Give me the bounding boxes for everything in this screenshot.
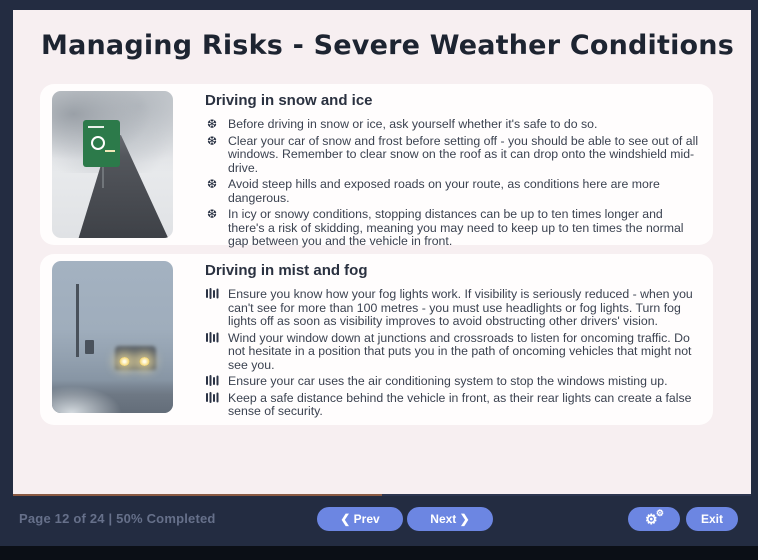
fog-bars-icon [205,375,219,389]
bullet-item [205,208,699,249]
bullet-text: Ensure your car uses the air conditioning system to stop the windows misting up. [228,374,668,388]
snowflake-icon: ❆ [206,133,218,148]
progress-bar-track [13,494,751,496]
bullet-list [205,118,699,249]
snowflake-icon: ❆ [206,177,218,191]
exit-button[interactable]: Exit [686,507,738,531]
gear-large-glyph: ⚙ [645,511,658,527]
bullet-item [205,178,699,205]
sign-text-line [88,126,105,128]
bullet-text: Ensure you know how your fog lights work. If visibility is seriously reduced - when you can't see for more than 100 metres - you must use headlights or fog lights. Turn fog lights off as soon as visibility improves to avoid obstructing other drivers' vision. [228,287,693,328]
snowy-road-image [52,91,173,238]
bullet-item [205,375,699,389]
next-button[interactable]: Next ❯ [407,507,493,531]
bullet-item [205,135,699,176]
card-mist-and-fog [40,254,713,425]
card-text-block [205,92,699,252]
bullet-item [205,392,699,419]
bullet-text: Clear your car of snow and frost before setting off - you should be able to see out of all windows. Remember to clear snow on the roof as it can drop onto the windshield mid-drive. [228,133,699,175]
bullet-item [205,288,699,329]
progress-fill [13,494,382,496]
signal-box-shape [85,340,94,354]
bullet-item [205,332,699,373]
prev-button[interactable]: ❮ Prev [317,507,403,531]
card-text-block [205,262,699,422]
fog-bars-icon [205,392,219,419]
fog-bars-icon [205,332,219,373]
fog-bars-icon [205,288,219,329]
bullet-text: Keep a safe distance behind the vehicle in front, as their rear lights can create a false sense of security. [228,390,692,418]
foggy-road-image [52,261,173,413]
bullet-text: Avoid steep hills and exposed roads on your route, as conditions here are more dangerous. [228,177,660,205]
bullet-text: Before driving in snow or ice, ask yourself whether it's safe to do so. [228,117,598,131]
green-road-sign-shape [83,120,119,167]
window-bottom-strip [0,546,758,560]
card-snow-and-ice [40,84,713,248]
headlight-glow [119,357,130,366]
settings-button[interactable] [628,507,680,531]
gears-icon [645,508,664,527]
page-status-text: Page 12 of 24 | 50% Completed [19,511,216,526]
slide-content-area [13,10,751,494]
card-heading: Driving in snow and ice [205,92,373,109]
telegraph-pole-shape [76,284,79,357]
gear-small-glyph: ⚙ [655,508,664,518]
bullet-text: Wind your window down at junctions and crossroads to listen for oncoming traffic. Do not hesitate in a position that puts you in the path of oncoming vehicles that might not see you. [228,330,692,372]
snowbank-shape [52,386,122,413]
sign-pole-shape [102,167,104,188]
sign-text-line [105,150,114,152]
headlight-glow [139,357,150,366]
snowflake-icon: ❆ [206,207,218,221]
roundabout-symbol [91,136,105,150]
snowflake-icon: ❆ [206,117,218,131]
bullet-text: In icy or snowy conditions, stopping distances can be up to ten times longer and there's a risk of skidding, meaning you may need to keep up to ten times the normal gap between you and the vehicle in front. [228,207,684,248]
bullet-list [205,288,699,419]
page-title: Managing Risks - Severe Weather Conditions [41,30,734,61]
card-heading: Driving in mist and fog [205,262,368,279]
bullet-item [205,118,699,132]
